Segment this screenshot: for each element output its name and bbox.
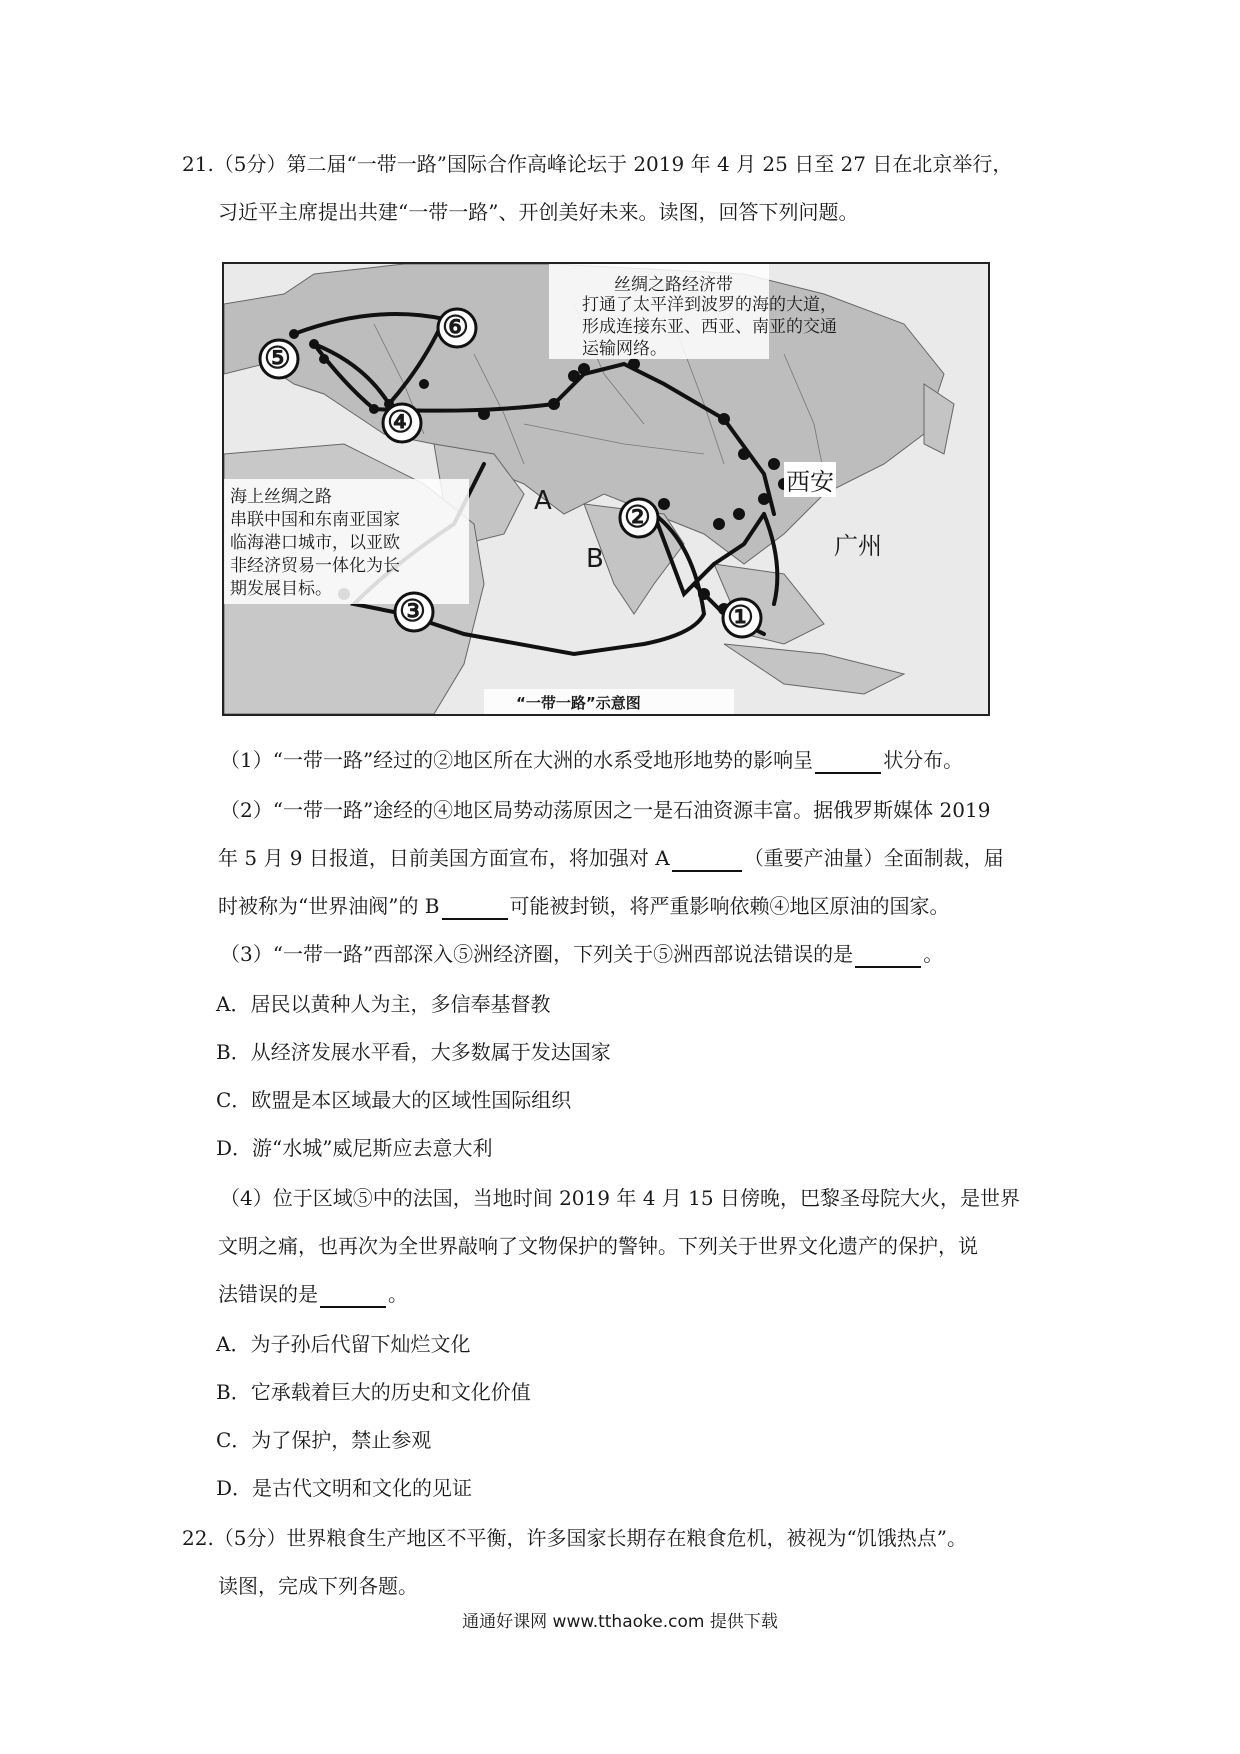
marker-1: ①: [727, 600, 754, 635]
sub3-option: D．游“水城”威尼斯应去意大利: [216, 1136, 493, 1160]
sub3-text-after: 。: [923, 942, 944, 966]
answer-blank-b[interactable]: [442, 890, 508, 920]
sub1-line: [220, 746, 963, 776]
marker-4: ④: [387, 405, 414, 440]
sub4-line3-before: 法错误的是: [218, 1282, 318, 1306]
sub2-line3-after: 可能被封锁，将严重影响依赖④地区原油的国家。: [509, 894, 950, 918]
sub4-option: C．为了保护，禁止参观: [216, 1428, 432, 1452]
q22-stem-line2: 读图，完成下列各题。: [218, 1574, 418, 1598]
sub2-line2-before: 年 5 月 9 日报道，日前美国方面宣布，将加强对 A: [218, 846, 670, 870]
sub2-line3-before: 时被称为“世界油阀”的 B: [218, 894, 440, 918]
answer-blank[interactable]: [815, 744, 881, 774]
sub2-line3: [218, 892, 950, 922]
maritime-line: 串联中国和东南亚国家: [230, 510, 400, 530]
sub3-line: [220, 940, 943, 970]
maritime-line: 期发展目标。: [230, 579, 332, 599]
silk-road-line: 打通了太平洋到波罗的海的大道，: [582, 295, 837, 315]
sub3-option: A．居民以黄种人为主，多信奉基督教: [216, 992, 551, 1016]
maritime-line: 非经济贸易一体化为长: [230, 556, 400, 576]
sub4-option: A．为子孙后代留下灿烂文化: [216, 1332, 471, 1356]
answer-blank[interactable]: [320, 1278, 386, 1308]
silk-road-line: 形成连接东亚、西亚、南亚的交通: [582, 317, 837, 337]
answer-blank-a[interactable]: [672, 842, 742, 872]
silk-road-line: 运输网络。: [582, 339, 667, 359]
page-footer: 通通好课网 www.tthaoke.com 提供下载: [462, 1612, 778, 1632]
label-xian: 西安: [784, 462, 836, 497]
belt-road-map: [222, 262, 990, 716]
sub4-option: D．是古代文明和文化的见证: [216, 1476, 473, 1500]
sub1-text-before: （1）“一带一路”经过的②地区所在大洲的水系受地形地势的影响呈: [220, 748, 814, 772]
q21-stem-line1: 21.（5分）第二届“一带一路”国际合作高峰论坛于 2019 年 4 月 25 日至 27 日在北京举行，: [182, 152, 1013, 176]
maritime-line: 临海港口城市，以亚欧: [230, 533, 400, 553]
sub4-line2: 文明之痛，也再次为全世界敲响了文物保护的警钟。下列关于世界文化遗产的保护，说: [218, 1234, 978, 1258]
silk-road-title: 丝绸之路经济带: [614, 275, 733, 295]
label-a: A: [534, 486, 552, 516]
sub3-option: C．欧盟是本区域最大的区域性国际组织: [216, 1088, 572, 1112]
sub2-line2-after: （重要产油量）全面制裁，届: [743, 846, 1004, 870]
sub4-option: B．它承载着巨大的历史和文化价值: [216, 1380, 531, 1404]
sub4-line3-after: 。: [388, 1282, 408, 1306]
marker-6: ⑥: [442, 310, 469, 345]
marker-5: ⑤: [264, 341, 291, 376]
q22-stem-line1: 22.（5分）世界粮食生产地区不平衡，许多国家长期存在粮食危机，被视为“饥饿热点”。: [182, 1526, 967, 1550]
sub4-line3: [218, 1280, 408, 1310]
map-caption: “一带一路”示意图: [516, 694, 641, 712]
answer-blank[interactable]: [855, 938, 921, 968]
marker-2: ②: [624, 500, 651, 535]
sub2-line2: [218, 844, 1004, 874]
label-b: B: [586, 544, 604, 574]
sub1-text-after: 状分布。: [883, 748, 964, 772]
sub3-text-before: （3）“一带一路”西部深入⑤洲经济圈，下列关于⑤洲西部说法错误的是: [220, 942, 854, 966]
q21-stem-line2: 习近平主席提出共建“一带一路”、开创美好未来。读图，回答下列问题。: [218, 200, 859, 224]
sub2-line1: （2）“一带一路”途经的④地区局势动荡原因之一是石油资源丰富。据俄罗斯媒体 2019: [220, 798, 991, 822]
label-guangzhou: 广州: [834, 532, 882, 560]
sub4-line1: （4）位于区域⑤中的法国，当地时间 2019 年 4 月 15 日傍晚，巴黎圣母院大火，是世界: [220, 1186, 1020, 1210]
marker-3: ③: [399, 594, 426, 629]
maritime-title: 海上丝绸之路: [230, 487, 332, 507]
sub3-option: B．从经济发展水平看，大多数属于发达国家: [216, 1040, 611, 1064]
